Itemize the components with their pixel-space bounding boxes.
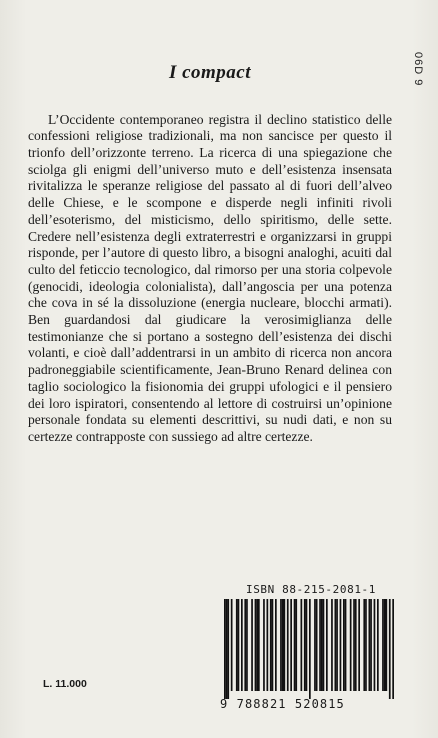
barcode-icon bbox=[220, 599, 396, 699]
ean-number: 9 788821 520815 bbox=[220, 697, 345, 711]
isbn-number: ISBN 88-215-2081-1 bbox=[245, 583, 376, 596]
price-label: L. 11.000 bbox=[43, 678, 87, 690]
isbn-block bbox=[220, 583, 396, 711]
blurb-text: L’Occidente contemporaneo registra il declino statistico delle confessioni religiose tradizionali, ma non sancisce per questo il trionfo dell’orizzonte terreno. La ricerca di una spiegazione che sciolga gli enigmi dell’universo muto e dell’esistenza insensata rivitalizza le speranze religiose del passato al di fuori dell’alveo delle Chiese, e le scompone e disperde negli infiniti rivoli dell’esoterismo, del misticismo, dello spiritismo, delle sette. Credere nell’esistenza degli extraterrestri e organizzarsi in gruppi risponde, per l’autore di questo libro, a bisogni analoghi, acuiti dal culto del feticcio tecnologico, dal rimorso per una storia colpevole (genocidi, ideologia colonialista), dall’angoscia per una potenza che cova in sé la dissoluzione (energia nucleare, blocchi armati). Ben guardandosi dal giudicare la verosimiglianza delle testimonianze che si portano a sostegno dell’esistenza dei dischi volanti, e cioè dall’addentrarsi in un ambito di ricerca non ancora padroneggiabile scientificamente, Jean-Bruno Renard delinea con taglio sociologico la fisionomia dei gruppi ufologici e il pensiero dei loro ispiratori, consentendo al lettore di costruirsi un’opinione personale fondata su elementi descrittivi, su nudi dati, e non su certezze contrapposte con sussiego ad altre certezze. bbox=[28, 111, 392, 444]
series-title: I compact bbox=[168, 62, 252, 83]
side-code: 06D 9 bbox=[412, 52, 424, 87]
